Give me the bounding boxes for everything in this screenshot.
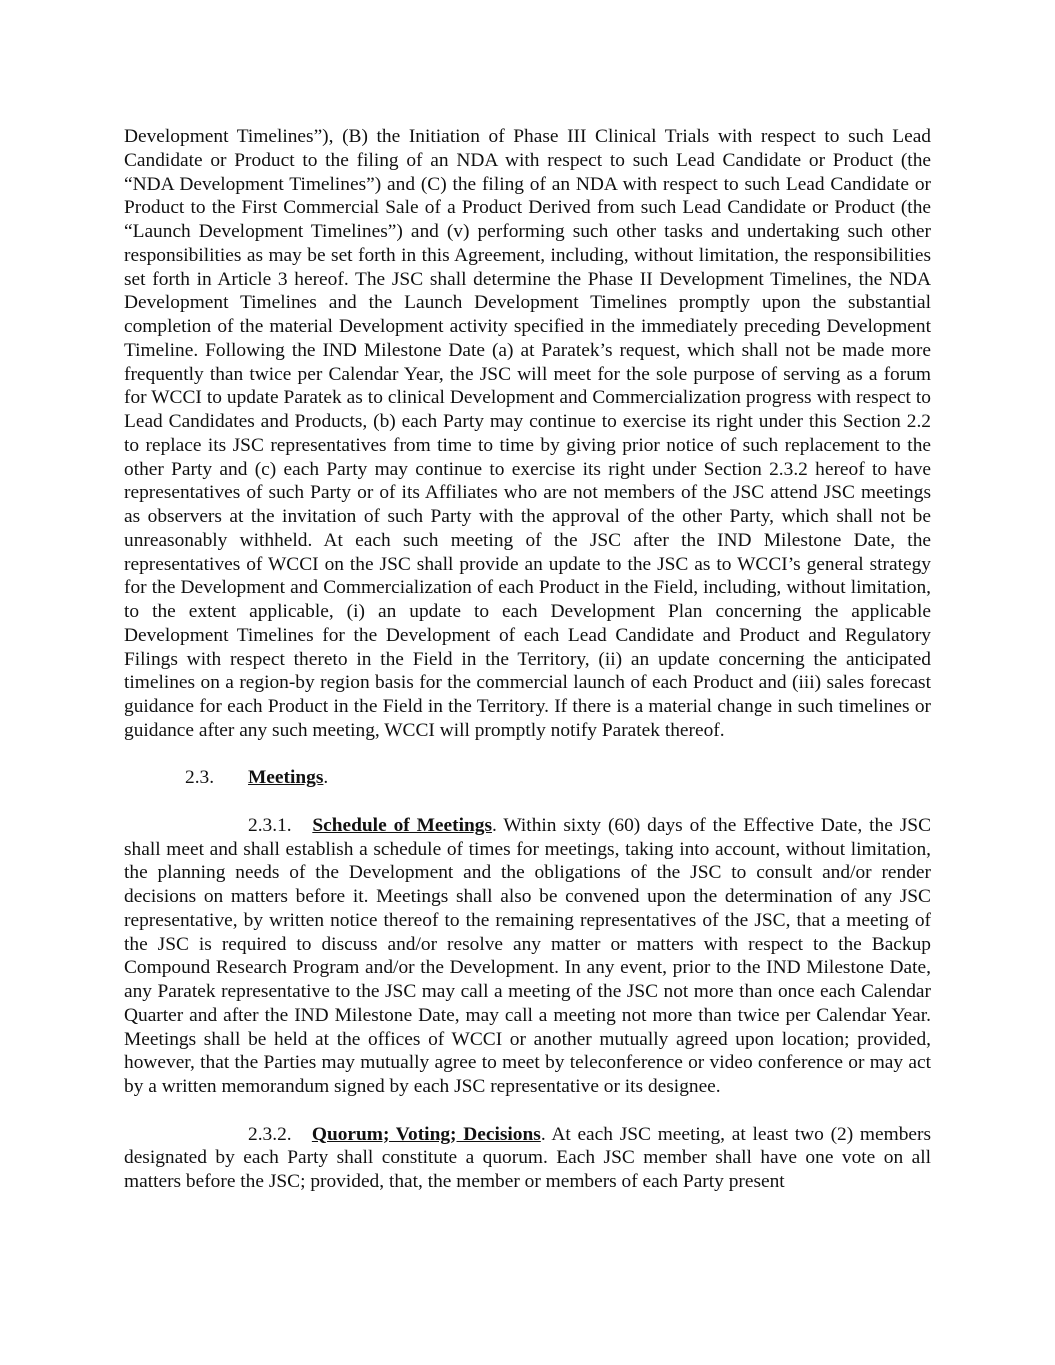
paragraph-spacer — [124, 1099, 931, 1123]
section-2-3-1-paragraph — [124, 814, 931, 1099]
section-2-3-1-body: . Within sixty (60) days of the Effective Date, the JSC shall meet and shall establish a schedule of times for meetings, taking into account, without limitation, the planning needs of the Development and the obligations of the JSC to consult and/or render decisions on matters before it. Meetings shall also be convened upon the determination of any JSC representative, by written notice thereof to the remaining representatives of the JSC, that a meeting of the JSC is required to discuss and/or resolve any matter or matters with respect to the Backup Compound Research Program and/or the Development. In any event, prior to the IND Milestone Date, any Paratek representative to the JSC may call a meeting of the JSC not more than once each Calendar Quarter and after the IND Milestone Date, may call a meeting not more than twice per Calendar Year. Meetings shall be held at the offices of WCCI or another mutually agreed upon location; provided, however, that the Parties may mutually agree to meet by teleconference or video conference or may act by a written memorandum signed by each JSC representative or its designee. — [124, 814, 932, 1097]
section-2-3-title: Meetings — [248, 767, 324, 789]
paragraph-spacer — [124, 790, 931, 814]
section-2-3-heading — [124, 766, 931, 790]
document-body — [124, 125, 931, 1194]
section-2-3-1-number: 2.3.1. — [248, 814, 292, 836]
section-2-3-2-paragraph — [124, 1123, 931, 1194]
section-2-3-2-body: . At each JSC meeting, at least two (2) members designated by each Party shall constitute a quorum. Each JSC member shall have one vote on all matters before the JSC; provided, that, the member or members of each Party present — [124, 1123, 932, 1192]
opening-paragraph: Development Timelines”), (B) the Initiation of Phase III Clinical Trials with respect to such Lead Candidate or Product to the filing of an NDA with respect to such Lead Candidate or Product (the “NDA Development Timelines”) and (C) the filing of an NDA with respect to such Lead Candidate or Product to the First Commercial Sale of a Product Derived from such Lead Candidate or Product (the “Launch Development Timelines”) and (v) performing such other tasks and undertaking such other responsibilities as may be set forth in this Agreement, including, without limitation, the responsibilities set forth in Article 3 hereof. The JSC shall determine the Phase II Development Timelines, the NDA Development Timelines and the Launch Development Timelines promptly upon the substantial completion of the material Development activity specified in the immediately preceding Development Timeline. Following the IND Milestone Date (a) at Paratek’s request, which shall not be made more frequently than twice per Calendar Year, the JSC will meet for the sole purpose of serving as a forum for WCCI to update Paratek as to clinical Development and Commercialization progress with respect to Lead Candidates and Products, (b) each Party may continue to exercise its right under this Section 2.2 to replace its JSC representatives from time to time by giving prior notice of such replacement to the other Party and (c) each Party may continue to exercise its right under Section 2.3.2 hereof to have representatives of such Party or of its Affiliates who are not members of the JSC attend JSC meetings as observers at the invitation of such Party with the approval of the other Party, which shall not be unreasonably withheld. At each such meeting of the JSC after the IND Milestone Date, the representatives of WCCI on the JSC shall provide an update to the JSC as to WCCI’s general strategy for the Development and Commercialization of each Product in the Field, including, without limitation, to the extent applicable, (i) an update to each Development Plan concerning the applicable Development Timelines for the Development of each Lead Candidate and Product and Regulatory Filings with respect thereto in the Field in the Territory, (ii) an update concerning the anticipated timelines on a region-by region basis for the commercial launch of each Product and (iii) sales forecast guidance for each Product in the Field in the Territory. If there is a material change in such timelines or guidance after any such meeting, WCCI will promptly notify Paratek thereof. — [124, 126, 931, 741]
section-2-3-2-title: Quorum; Voting; Decisions — [311, 1123, 541, 1145]
paragraph-spacer — [124, 743, 931, 767]
section-2-3-number: 2.3. — [185, 767, 215, 789]
section-2-3-2-number: 2.3.2. — [248, 1123, 292, 1145]
section-2-3-title-suffix: . — [323, 767, 329, 789]
section-2-3-1-title: Schedule of Meetings — [312, 814, 492, 836]
